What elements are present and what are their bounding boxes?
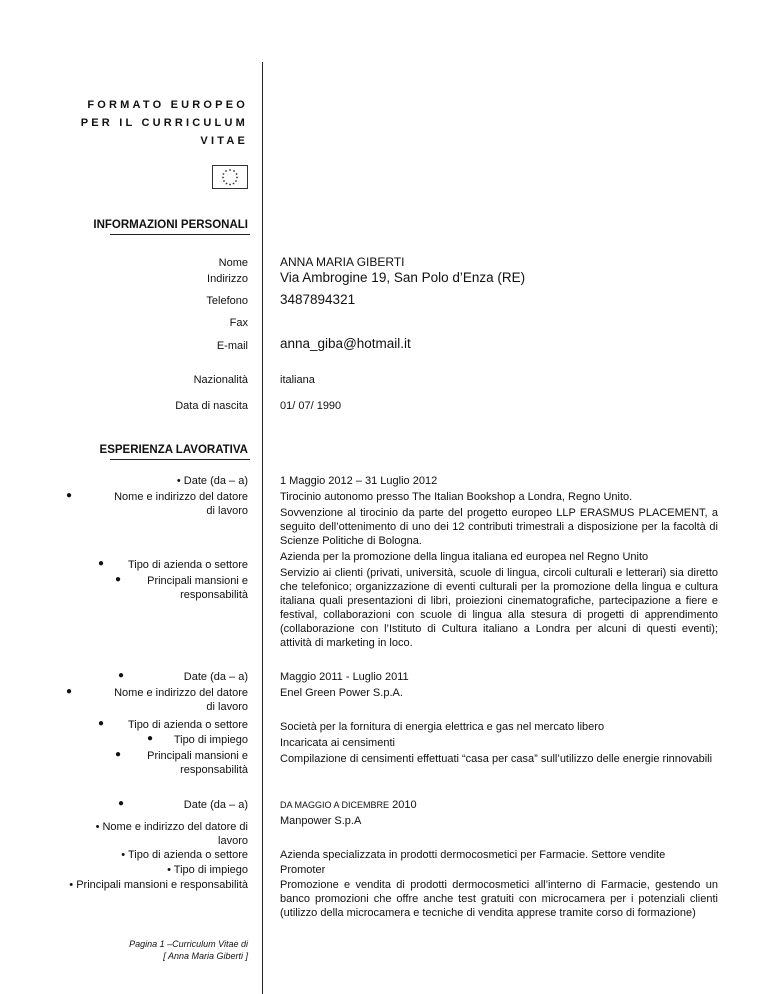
job3-employer-value: Manpower S.p.A <box>280 815 362 827</box>
job2-employer-label-2: di lavoro <box>206 701 248 713</box>
address-value: Via Ambrogine 19, San Polo d’Enza (RE) <box>280 270 526 285</box>
birth-value: 01/ 07/ 1990 <box>280 400 342 412</box>
job2-type-value: Incaricata ai censimenti <box>280 737 395 749</box>
job3-date-label: Date (da – a) <box>183 799 248 811</box>
page-footer <box>90 938 248 962</box>
title-line-3: VITAE <box>200 135 248 147</box>
section-rule <box>110 234 250 235</box>
job3-type-value: Promoter <box>280 864 326 876</box>
job3-date-prefix: DA MAGGIO A DICEMBRE <box>280 800 390 810</box>
job1-sector-label: Tipo di azienda o settore <box>127 559 248 571</box>
bullet-icon: ● <box>118 670 125 681</box>
bullet-icon: ● <box>115 574 122 585</box>
phone-value: 3487894321 <box>280 292 356 307</box>
nationality-value: italiana <box>280 374 315 386</box>
section-rule <box>110 459 250 460</box>
section-title-experience: ESPERIENZA LAVORATIVA <box>99 444 248 456</box>
job1-duties-value: Servizio ai clienti (privati, università, scuole di lingua, circoli culturali e letterari) sia diretto che telefonico; organizzazione di eventi culturali per la promozione della lingua e cultura italiana quali presentazioni di libri, proiezioni cinematografiche, partecipazione a fiere e festival, collaborazioni con scuole di lingua alla stesura di progetti di apprendimento (collaborazione con l’Istituto di Cultura italiano a Londra per alcuni di questi eventi); attività di marketing in loco. <box>280 567 718 649</box>
vertical-divider <box>262 62 263 994</box>
job1-employer-label <box>60 490 248 518</box>
job2-date-value: Maggio 2011 - Luglio 2011 <box>280 671 409 683</box>
address-label: Indirizzo <box>207 273 248 285</box>
title-line-1: FORMATO EUROPEO <box>87 99 248 111</box>
job3-sector-value: Azienda specializzata in prodotti dermocosmetici per Farmacie. Settore vendite <box>280 849 666 861</box>
email-value: anna_giba@hotmail.it <box>280 336 411 351</box>
job2-duties-value: Compilazione di censimenti effettuati “casa per casa” sull’utilizzo delle energie rinnovabili <box>280 753 713 765</box>
job2-type-label: Tipo di impiego <box>173 734 248 746</box>
bullet-icon: ● <box>98 718 105 729</box>
bullet-icon: ● <box>98 558 105 569</box>
job3-employer-label-2: lavoro <box>218 835 248 847</box>
job3-duties-label: • Principali mansioni e responsabilità <box>69 879 248 891</box>
job1-date-label: • Date (da – a) <box>176 475 248 487</box>
job1-extra-value: Sovvenzione al tirocinio da parte del progetto europeo LLP ERASMUS PLACEMENT, a seguito dell’ottenimento di uno dei 12 contributi trimestrali a disposizione per la facoltà di Scienze Politiche di Bologna. <box>280 507 718 547</box>
job2-duties-label-1: Principali mansioni e <box>147 750 248 762</box>
job3-type-label: • Tipo di impiego <box>167 864 248 876</box>
job1-employer-label-1: Nome e indirizzo del datore <box>114 491 248 503</box>
phone-label: Telefono <box>206 295 248 307</box>
job1-date-value: 1 Maggio 2012 – 31 Luglio 2012 <box>280 475 438 487</box>
job2-date-label: Date (da – a) <box>183 671 248 683</box>
job2-duties-label-2: responsabilità <box>180 764 248 776</box>
job1-duties-label <box>60 574 248 602</box>
job3-date-value <box>280 798 718 812</box>
email-label: E-mail <box>216 340 248 352</box>
nationality-label: Nazionalità <box>193 374 248 386</box>
bullet-icon: ● <box>147 733 154 744</box>
job1-duties-label-2: responsabilità <box>180 589 248 601</box>
footer-line-2: [ Anna Maria Giberti ] <box>163 951 248 961</box>
name-value: ANNA MARIA GIBERTI <box>280 255 405 269</box>
document-title <box>8 96 248 150</box>
job2-duties-label <box>60 749 248 777</box>
job1-employer-value: Tirocinio autonomo presso The Italian Bookshop a Londra, Regno Unito. <box>280 491 633 503</box>
fax-label: Fax <box>229 317 248 329</box>
job1-duties-label-1: Principali mansioni e <box>147 575 248 587</box>
job3-employer-label-1: • Nome e indirizzo del datore di <box>95 821 248 833</box>
bullet-icon: ● <box>118 798 125 809</box>
job1-employer-label-2: di lavoro <box>206 505 248 517</box>
job3-sector-label: • Tipo di azienda o settore <box>121 849 248 861</box>
job3-date-year: 2010 <box>392 799 417 811</box>
job2-employer-label <box>60 686 248 714</box>
job3-employer-label <box>60 820 248 848</box>
bullet-icon: ● <box>66 686 73 697</box>
birth-label: Data di nascita <box>175 400 248 412</box>
bullet-icon: ● <box>115 749 122 760</box>
job1-sector-value: Azienda per la promozione della lingua italiana ed europea nel Regno Unito <box>280 551 649 563</box>
job2-sector-value: Società per la fornitura di energia elettrica e gas nel mercato libero <box>280 721 605 733</box>
section-title-personal: INFORMAZIONI PERSONALI <box>93 219 248 231</box>
footer-line-1: Pagina 1 –Curriculum Vitae di <box>129 939 248 949</box>
job2-sector-label: Tipo di azienda o settore <box>127 719 248 731</box>
job2-employer-value: Enel Green Power S.p.A. <box>280 687 403 699</box>
job3-duties-value: Promozione e vendita di prodotti dermocosmetici all’interno di Farmacie, gestendo un banco promozioni che offre anche test gratuiti con microcamera per i potenziali clienti (utilizzo della microcamera e tecniche di vendita apprese tramite corso di formazione) <box>280 879 718 919</box>
job2-employer-label-1: Nome e indirizzo del datore <box>114 687 248 699</box>
eu-flag-icon <box>212 165 248 189</box>
bullet-icon: ● <box>66 490 73 501</box>
title-line-2: PER IL CURRICULUM <box>80 117 248 129</box>
name-label: Nome <box>218 257 248 269</box>
